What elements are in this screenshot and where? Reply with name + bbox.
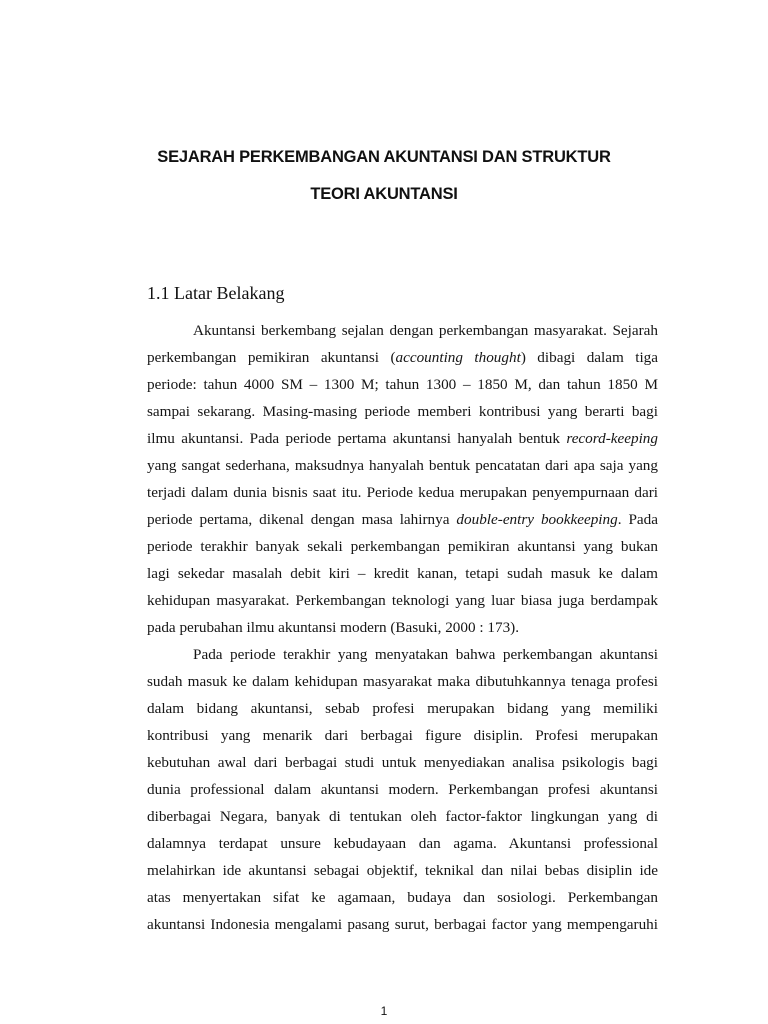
paragraph-line: diberbagai Negara, banyak di tentukan oleh factor-faktor lingkungan yang di (147, 808, 658, 825)
document-title-line-2: TEORI AKUNTANSI (310, 185, 458, 203)
paragraph-line (147, 344, 658, 371)
paragraph-line: kebutuhan awal dari berbagai studi untuk menyediakan analisa psikologis bagi (147, 754, 658, 771)
text-span: . Pada (617, 511, 658, 528)
paragraph-line: pada perubahan ilmu akuntansi modern (Basuki, 2000 : 173). (147, 619, 520, 636)
paragraph-line: periode terakhir banyak sekali perkembangan pemikiran akuntansi yang bukan (147, 538, 658, 555)
paragraph-line: yang sangat sederhana, maksudnya hanyalah bentuk pencatatan dari apa saja yang (147, 457, 658, 474)
paragraph-line: dalam bidang akuntansi, sebab profesi merupakan bidang yang memiliki (147, 700, 658, 717)
text-span: perkembangan pemikiran akuntansi ( (147, 349, 396, 366)
italic-term: accounting thought (395, 349, 521, 366)
text-span: periode pertama, dikenal dengan masa lahirnya (147, 511, 457, 528)
paragraph-2 (147, 641, 658, 938)
page-number: 1 (380, 1004, 388, 1018)
paragraph-line: akuntansi Indonesia mengalami pasang surut, berbagai factor yang mempengaruhi (147, 916, 658, 933)
paragraph-line: dalamnya terdapat unsure kebudayaan dan agama. Akuntansi professional (147, 835, 658, 852)
italic-term: record-keeping (566, 430, 658, 447)
paragraph-line: atas menyertakan sifat ke agamaan, budaya dan sosiologi. Perkembangan (147, 889, 658, 906)
paragraph-line: dunia professional dalam akuntansi modern. Perkembangan profesi akuntansi (147, 781, 658, 798)
text-span: ilmu akuntansi. Pada periode pertama akuntansi hanyalah bentuk (147, 430, 567, 447)
paragraph-line (147, 506, 658, 533)
paragraph-line (147, 425, 658, 452)
paragraph-line: sudah masuk ke dalam kehidupan masyarakat maka dibutuhkannya tenaga profesi (147, 673, 658, 690)
text-span: ) dibagi dalam tiga (520, 349, 658, 366)
paragraph-line: kontribusi yang menarik dari berbagai figure disiplin. Profesi merupakan (147, 727, 658, 744)
paragraph-line: Pada periode terakhir yang menyatakan bahwa perkembangan akuntansi (193, 646, 658, 663)
paragraph-line: periode: tahun 4000 SM – 1300 M; tahun 1300 – 1850 M, dan tahun 1850 M (147, 376, 658, 393)
paragraph-line: melahirkan ide akuntansi sebagai objektif, teknikal dan nilai bebas disiplin ide (147, 862, 658, 879)
paragraph-line: terjadi dalam dunia bisnis saat itu. Periode kedua merupakan penyempurnaan dari (147, 484, 658, 501)
paragraph-1 (147, 317, 658, 641)
italic-term: double-entry bookkeeping (456, 511, 618, 528)
paragraph-line: lagi sekedar masalah debit kiri – kredit kanan, tetapi sudah masuk ke dalam (147, 565, 658, 582)
paragraph-line: kehidupan masyarakat. Perkembangan teknologi yang luar biasa juga berdampak (147, 592, 658, 609)
paragraph-line: Akuntansi berkembang sejalan dengan perkembangan masyarakat. Sejarah (193, 322, 658, 339)
section-heading: 1.1 Latar Belakang (147, 283, 285, 303)
document-title-line-1: SEJARAH PERKEMBANGAN AKUNTANSI DAN STRUKTUR (157, 148, 611, 166)
paragraph-line: sampai sekarang. Masing-masing periode memberi kontribusi yang berarti bagi (147, 403, 658, 420)
